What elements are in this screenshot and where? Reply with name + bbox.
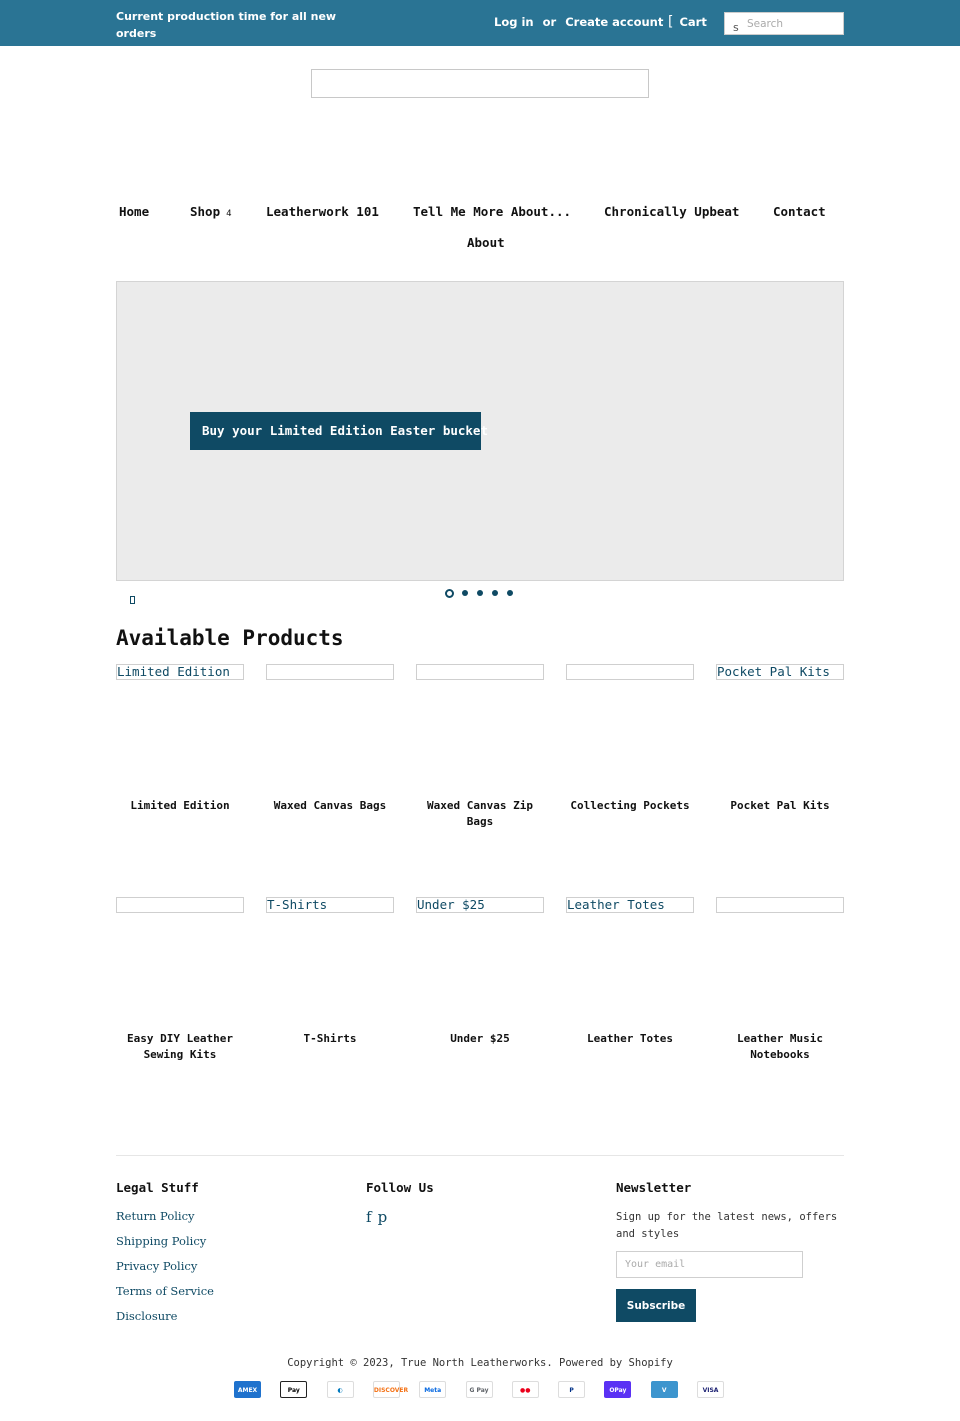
follow-heading: Follow Us <box>366 1180 434 1195</box>
search-form <box>724 12 844 35</box>
collection-image[interactable] <box>566 664 694 680</box>
nav-label: Contact <box>773 204 826 219</box>
collection-title[interactable]: Collecting Pockets <box>570 799 690 812</box>
chevron-down-icon: 4 <box>226 209 232 219</box>
slide-dot[interactable] <box>462 590 468 596</box>
login-link[interactable]: Log in <box>494 15 534 29</box>
slide-dot[interactable] <box>492 590 498 596</box>
newsletter-heading: Newsletter <box>616 1180 692 1195</box>
collection-title[interactable]: Leather Totes <box>586 1032 674 1045</box>
collection-title[interactable]: Easy DIY Leather Sewing Kits <box>127 1032 233 1061</box>
cart-icon: [ <box>668 14 674 30</box>
copyright-text: Copyright © 2023, True North Leatherworks. Powered by Shopify <box>287 1357 673 1369</box>
search-input[interactable] <box>747 15 841 32</box>
search-icon[interactable]: s <box>733 21 739 34</box>
payment-icon: Pay <box>280 1381 307 1398</box>
collection-image[interactable]: Limited Edition <box>116 664 244 680</box>
nav-item-about[interactable] <box>467 235 505 250</box>
payment-icon: G Pay <box>466 1381 493 1398</box>
payment-icon: P <box>558 1381 585 1398</box>
terms-of-service-link[interactable]: Terms of Service <box>116 1284 214 1298</box>
nav-item-chronically-upbeat[interactable] <box>604 204 739 219</box>
facebook-icon[interactable]: f <box>366 1208 372 1226</box>
shipping-policy-link[interactable]: Shipping Policy <box>116 1234 207 1248</box>
legal-heading: Legal Stuff <box>116 1180 199 1195</box>
nav-label: Chronically Upbeat <box>604 204 740 219</box>
nav-label: About <box>467 235 505 250</box>
collection-image[interactable]: Pocket Pal Kits <box>716 664 844 680</box>
nav-item-home[interactable] <box>119 204 149 219</box>
pause-icon[interactable] <box>130 596 135 604</box>
collection-card[interactable] <box>416 664 544 828</box>
cart-label: Cart <box>679 15 707 29</box>
announcement-bar <box>0 0 960 57</box>
email-field[interactable] <box>616 1251 803 1278</box>
payment-icon: Meta <box>419 1381 446 1398</box>
account-links <box>494 15 668 29</box>
collection-card[interactable] <box>266 664 394 812</box>
collection-image[interactable]: T-Shirts <box>266 897 394 913</box>
footer-divider <box>116 1155 844 1156</box>
collection-card[interactable] <box>416 897 544 1045</box>
collection-title[interactable]: Pocket Pal Kits <box>730 799 830 812</box>
nav-label: Leatherwork 101 <box>266 204 379 219</box>
cart-link[interactable] <box>668 14 707 30</box>
collection-card[interactable] <box>566 664 694 812</box>
production-notice <box>116 8 366 59</box>
collection-card[interactable] <box>116 897 244 1061</box>
production-notice-line-1: Current production time for all new orders <box>116 10 337 40</box>
or-separator: or <box>542 15 557 29</box>
collection-title[interactable]: Leather Music Notebooks <box>736 1032 824 1061</box>
collection-title[interactable]: Limited Edition <box>130 799 230 812</box>
social-links <box>366 1208 393 1226</box>
collection-card[interactable] <box>266 897 394 1045</box>
payment-icon: V <box>651 1381 678 1398</box>
collection-image[interactable]: Under $25 <box>416 897 544 913</box>
hero-slideshow <box>116 281 844 581</box>
payment-icon: DISCOVER <box>373 1381 400 1398</box>
section-heading: Available Products <box>116 626 344 650</box>
nav-label: Home <box>119 204 150 219</box>
slide-dot[interactable] <box>477 590 483 596</box>
collection-title[interactable]: Waxed Canvas Bags <box>273 799 387 812</box>
nav-label: Shop <box>190 204 221 219</box>
disclosure-link[interactable]: Disclosure <box>116 1309 178 1323</box>
payment-icon: AMEX <box>234 1381 261 1398</box>
payment-icon: ●● <box>512 1381 539 1398</box>
collection-image[interactable] <box>716 897 844 913</box>
collection-card[interactable] <box>716 664 844 812</box>
nav-label: Tell Me More About... <box>413 204 572 219</box>
nav-item-shop[interactable] <box>190 204 232 219</box>
payment-icon: ◐ <box>327 1381 354 1398</box>
collection-title[interactable]: Under $25 <box>450 1032 510 1045</box>
slide-dot[interactable] <box>445 589 454 598</box>
site-logo[interactable] <box>311 69 649 98</box>
collection-title[interactable]: Waxed Canvas Zip Bags <box>427 799 533 828</box>
payment-icon: OPay <box>604 1381 631 1398</box>
subscribe-button[interactable]: Subscribe <box>616 1289 696 1322</box>
create-account-link[interactable]: Create account <box>565 15 664 29</box>
return-policy-link[interactable]: Return Policy <box>116 1209 195 1223</box>
collection-card[interactable] <box>566 897 694 1045</box>
pinterest-icon[interactable]: p <box>377 1208 388 1226</box>
production-notice-line-2: (not including shipping) is 8-10 days. <box>116 44 347 57</box>
newsletter-text: Sign up for the latest news, offers and styles <box>616 1211 838 1240</box>
collection-card[interactable] <box>116 664 244 812</box>
collection-card[interactable] <box>716 897 844 1061</box>
collection-image[interactable] <box>416 664 544 680</box>
payment-icon: VISA <box>697 1381 724 1398</box>
collection-image[interactable] <box>266 664 394 680</box>
collection-image[interactable] <box>116 897 244 913</box>
privacy-policy-link[interactable]: Privacy Policy <box>116 1259 198 1273</box>
collection-title[interactable]: T-Shirts <box>303 1032 357 1045</box>
slide-dot[interactable] <box>507 590 513 596</box>
collection-image[interactable]: Leather Totes <box>566 897 694 913</box>
nav-item-tell-me-more[interactable] <box>413 204 571 219</box>
slide-cta-button[interactable]: Buy your Limited Edition Easter bucket <box>190 412 481 450</box>
nav-item-leatherwork-101[interactable] <box>266 204 379 219</box>
nav-item-contact[interactable] <box>773 204 826 219</box>
